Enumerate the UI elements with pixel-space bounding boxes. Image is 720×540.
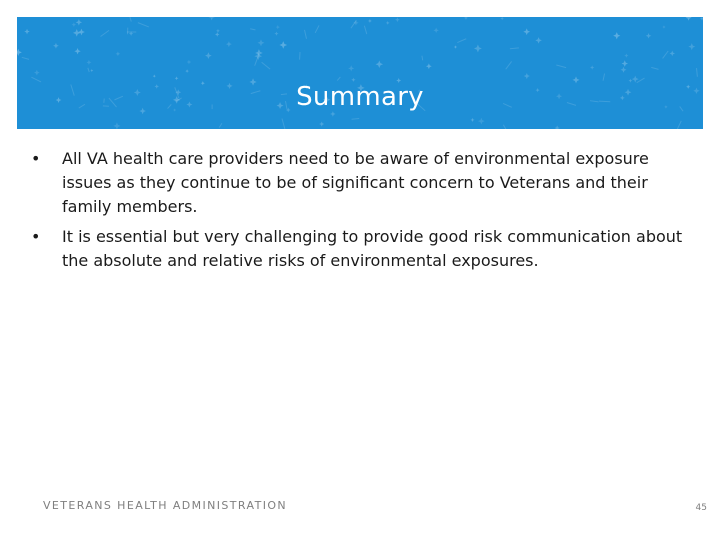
star-mark [76, 19, 82, 25]
dash-mark [422, 56, 423, 61]
dash-mark [337, 77, 340, 81]
dash-mark [506, 61, 512, 69]
star-mark [386, 21, 390, 25]
dash-mark [510, 48, 519, 49]
star-mark [17, 49, 22, 56]
dash-mark [304, 30, 306, 39]
star-mark [73, 29, 81, 37]
star-mark [86, 60, 91, 65]
star-mark [279, 41, 287, 49]
star-mark [185, 69, 189, 73]
star-mark [175, 76, 179, 80]
star-mark [116, 52, 121, 57]
star-mark [226, 41, 232, 47]
star-mark [348, 65, 354, 71]
star-mark [376, 60, 383, 67]
star-mark [646, 33, 652, 39]
star-mark [276, 25, 280, 29]
dash-mark [22, 57, 29, 59]
dash-mark [138, 23, 149, 27]
page-number: 45 [695, 503, 707, 513]
dash-mark [651, 67, 658, 69]
dash-mark [250, 29, 255, 30]
dash-mark [663, 51, 669, 58]
star-mark [670, 51, 675, 56]
star-mark [208, 17, 215, 20]
star-mark [426, 63, 432, 69]
star-mark [113, 122, 120, 129]
bullet-list [28, 147, 698, 279]
star-mark [368, 19, 372, 23]
dash-mark [315, 25, 319, 32]
bullet-icon: • [31, 149, 41, 168]
dash-mark [457, 39, 466, 43]
star-mark [622, 60, 629, 67]
dash-mark [255, 56, 259, 66]
dash-mark [282, 118, 285, 129]
star-mark [524, 73, 530, 79]
star-mark [662, 25, 665, 28]
star-mark [621, 67, 627, 73]
dash-mark [130, 17, 131, 21]
dash-mark [219, 123, 222, 127]
star-mark [319, 121, 324, 126]
star-mark [554, 125, 559, 129]
star-mark [474, 44, 482, 52]
star-mark [24, 29, 30, 35]
star-mark [478, 118, 485, 125]
star-mark [464, 17, 468, 20]
dash-mark [556, 65, 566, 68]
dash-mark [697, 68, 698, 77]
title-banner [17, 17, 703, 129]
dash-mark [88, 68, 89, 72]
star-mark [686, 17, 692, 21]
star-mark [216, 29, 220, 33]
dash-mark [364, 26, 366, 34]
dash-mark [677, 121, 681, 129]
dash-mark [101, 30, 110, 36]
star-mark [613, 32, 620, 39]
bullet-item [28, 147, 698, 219]
footer-organization: VETERANS HEALTH ADMINISTRATION [43, 499, 288, 512]
star-mark [53, 43, 59, 49]
star-mark [274, 32, 278, 36]
dash-mark [262, 62, 271, 69]
star-mark [688, 43, 695, 50]
star-mark [153, 75, 156, 78]
slide-title: Summary [296, 82, 424, 112]
bullet-item [28, 225, 698, 273]
star-mark [395, 17, 400, 22]
star-mark [72, 22, 77, 27]
star-mark [215, 32, 219, 36]
star-mark [700, 17, 703, 21]
dash-mark [503, 125, 506, 129]
star-mark [624, 53, 628, 57]
star-mark [90, 69, 93, 72]
bullet-icon: • [31, 227, 41, 246]
star-mark [34, 70, 40, 76]
star-mark [258, 39, 265, 46]
star-mark [78, 29, 85, 36]
dash-mark [603, 74, 605, 81]
star-mark [187, 60, 192, 65]
star-mark [500, 17, 504, 20]
star-mark [74, 48, 80, 54]
star-mark [470, 118, 474, 122]
star-mark [433, 28, 438, 33]
star-mark [454, 45, 457, 48]
bullet-text: All VA health care providers need to be aware of environmental exposure issues as they continue to be of significant concern to Veterans and their family members. [62, 149, 649, 216]
dash-mark [352, 119, 360, 120]
bullet-text: It is essential but very challenging to provide good risk communication about the absolute and relative risks of environmental exposures. [62, 227, 683, 270]
star-mark [205, 52, 212, 59]
star-mark [523, 28, 530, 35]
star-mark [535, 37, 542, 44]
star-mark [590, 65, 594, 69]
